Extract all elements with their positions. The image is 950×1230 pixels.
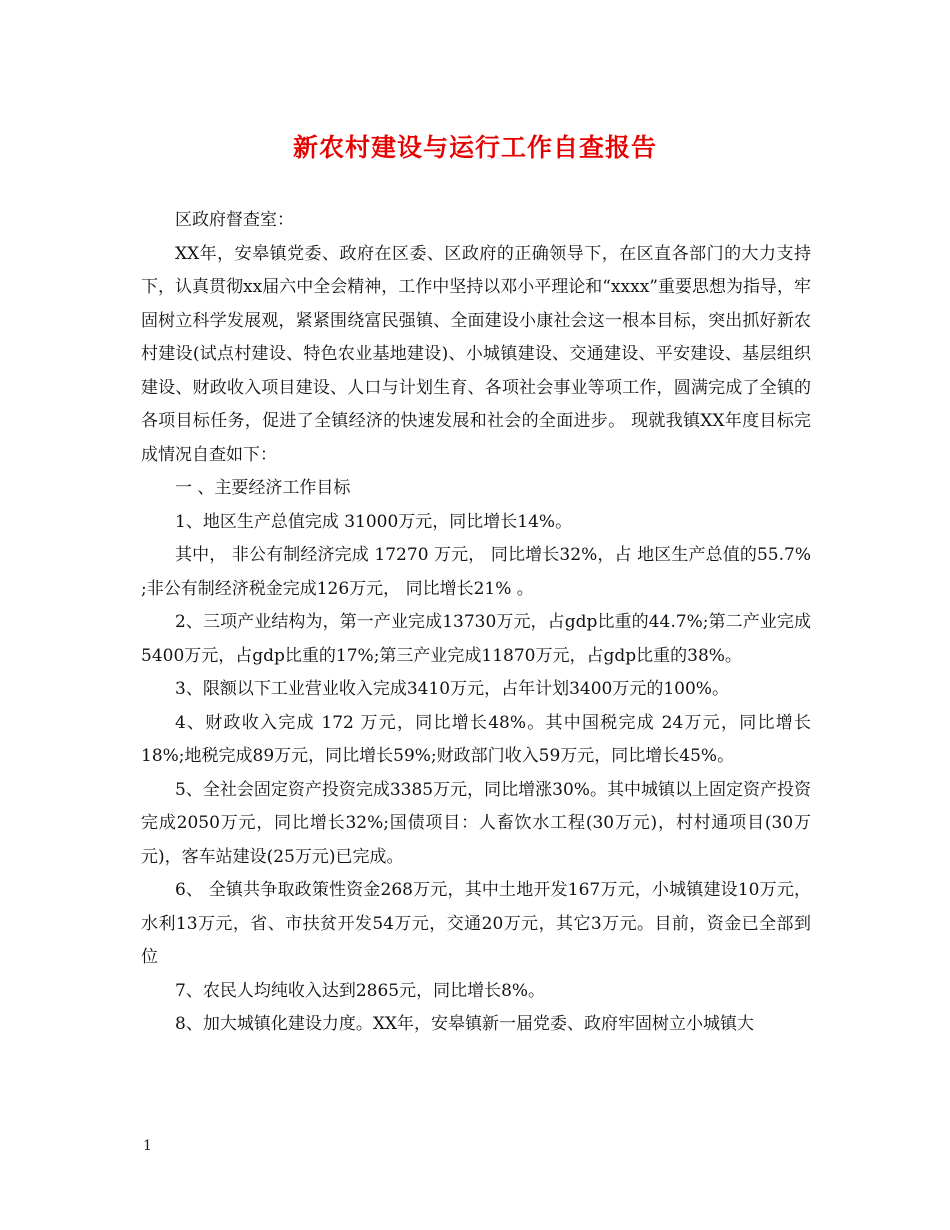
paragraph-item-6: 6、 全镇共争取政策性资金268万元，其中土地开发167万元，小城镇建设10万元，水利13万元，省、市扶贫开发54万元，交通20万元，其它3万元。目前，资金已全部到位 [141, 880, 811, 967]
page-number: 1 [143, 1138, 152, 1154]
paragraph-item-2: 2、三项产业结构为，第一产业完成13730万元，占gdp比重的44.7%;第二产业完成5400万元，占gdp比重的17%;第三产业完成11870万元，占gdp比重的38%。 [141, 612, 811, 666]
section-heading: 一 、主要经济工作目标 [175, 478, 351, 498]
paragraph-salutation: 区政府督查室： [175, 210, 294, 230]
paragraph-intro: XX年，安皋镇党委、政府在区委、区政府的正确领导下，在区直各部门的大力支持下，认真贯彻xx届六中全会精神，工作中坚持以邓小平理论和“xxxx”重要思想为指导，牢固树立科学发展观，紧紧围绕富民强镇、全面建设小康社会这一根本目标，突出抓好新农村建设(试点村建设、特色农业基地建设)、小城镇建设、交通建设、平安建设、基层组织建设、财政收入项目建设、人口与计划生育、各项社会事业等项工作，圆满完成了全镇的各项目标任务，促进了全镇经济的快速发展和社会的全面进步。 现就我镇XX年度目标完成情况自查如下： [141, 243, 811, 465]
paragraph-item-8: 8、加大城镇化建设力度。XX年，安皋镇新一届党委、政府牢固树立小城镇大 [175, 1014, 755, 1034]
paragraph-item-1-detail: 其中， 非公有制经济完成 17270 万元， 同比增长32%，占 地区生产总值的55.7% ;非公有制经济税金完成126万元， 同比增长21% 。 [141, 545, 811, 599]
paragraph-item-3: 3、限额以下工业营业收入完成3410万元，占年计划3400万元的100%。 [175, 679, 729, 699]
paragraph-item-1: 1、地区生产总值完成 31000万元，同比增长14%。 [175, 511, 573, 532]
document-body [141, 204, 811, 1042]
document-title: 新农村建设与运行工作自查报告 [292, 133, 657, 162]
paragraph-item-7: 7、农民人均纯收入达到2865元，同比增长8%。 [175, 980, 546, 1001]
paragraph-item-5: 5、全社会固定资产投资完成3385万元，同比增涨30%。其中城镇以上固定资产投资完成2050万元，同比增长32%;国债项目：人畜饮水工程(30万元)，村村通项目(30万元)，客车站建设(25万元)已完成。 [141, 779, 811, 867]
paragraph-item-4: 4、财政收入完成 172 万元，同比增长48%。其中国税完成 24万元，同比增长18%;地税完成89万元，同比增长59%;财政部门收入59万元，同比增长45%。 [141, 712, 811, 766]
